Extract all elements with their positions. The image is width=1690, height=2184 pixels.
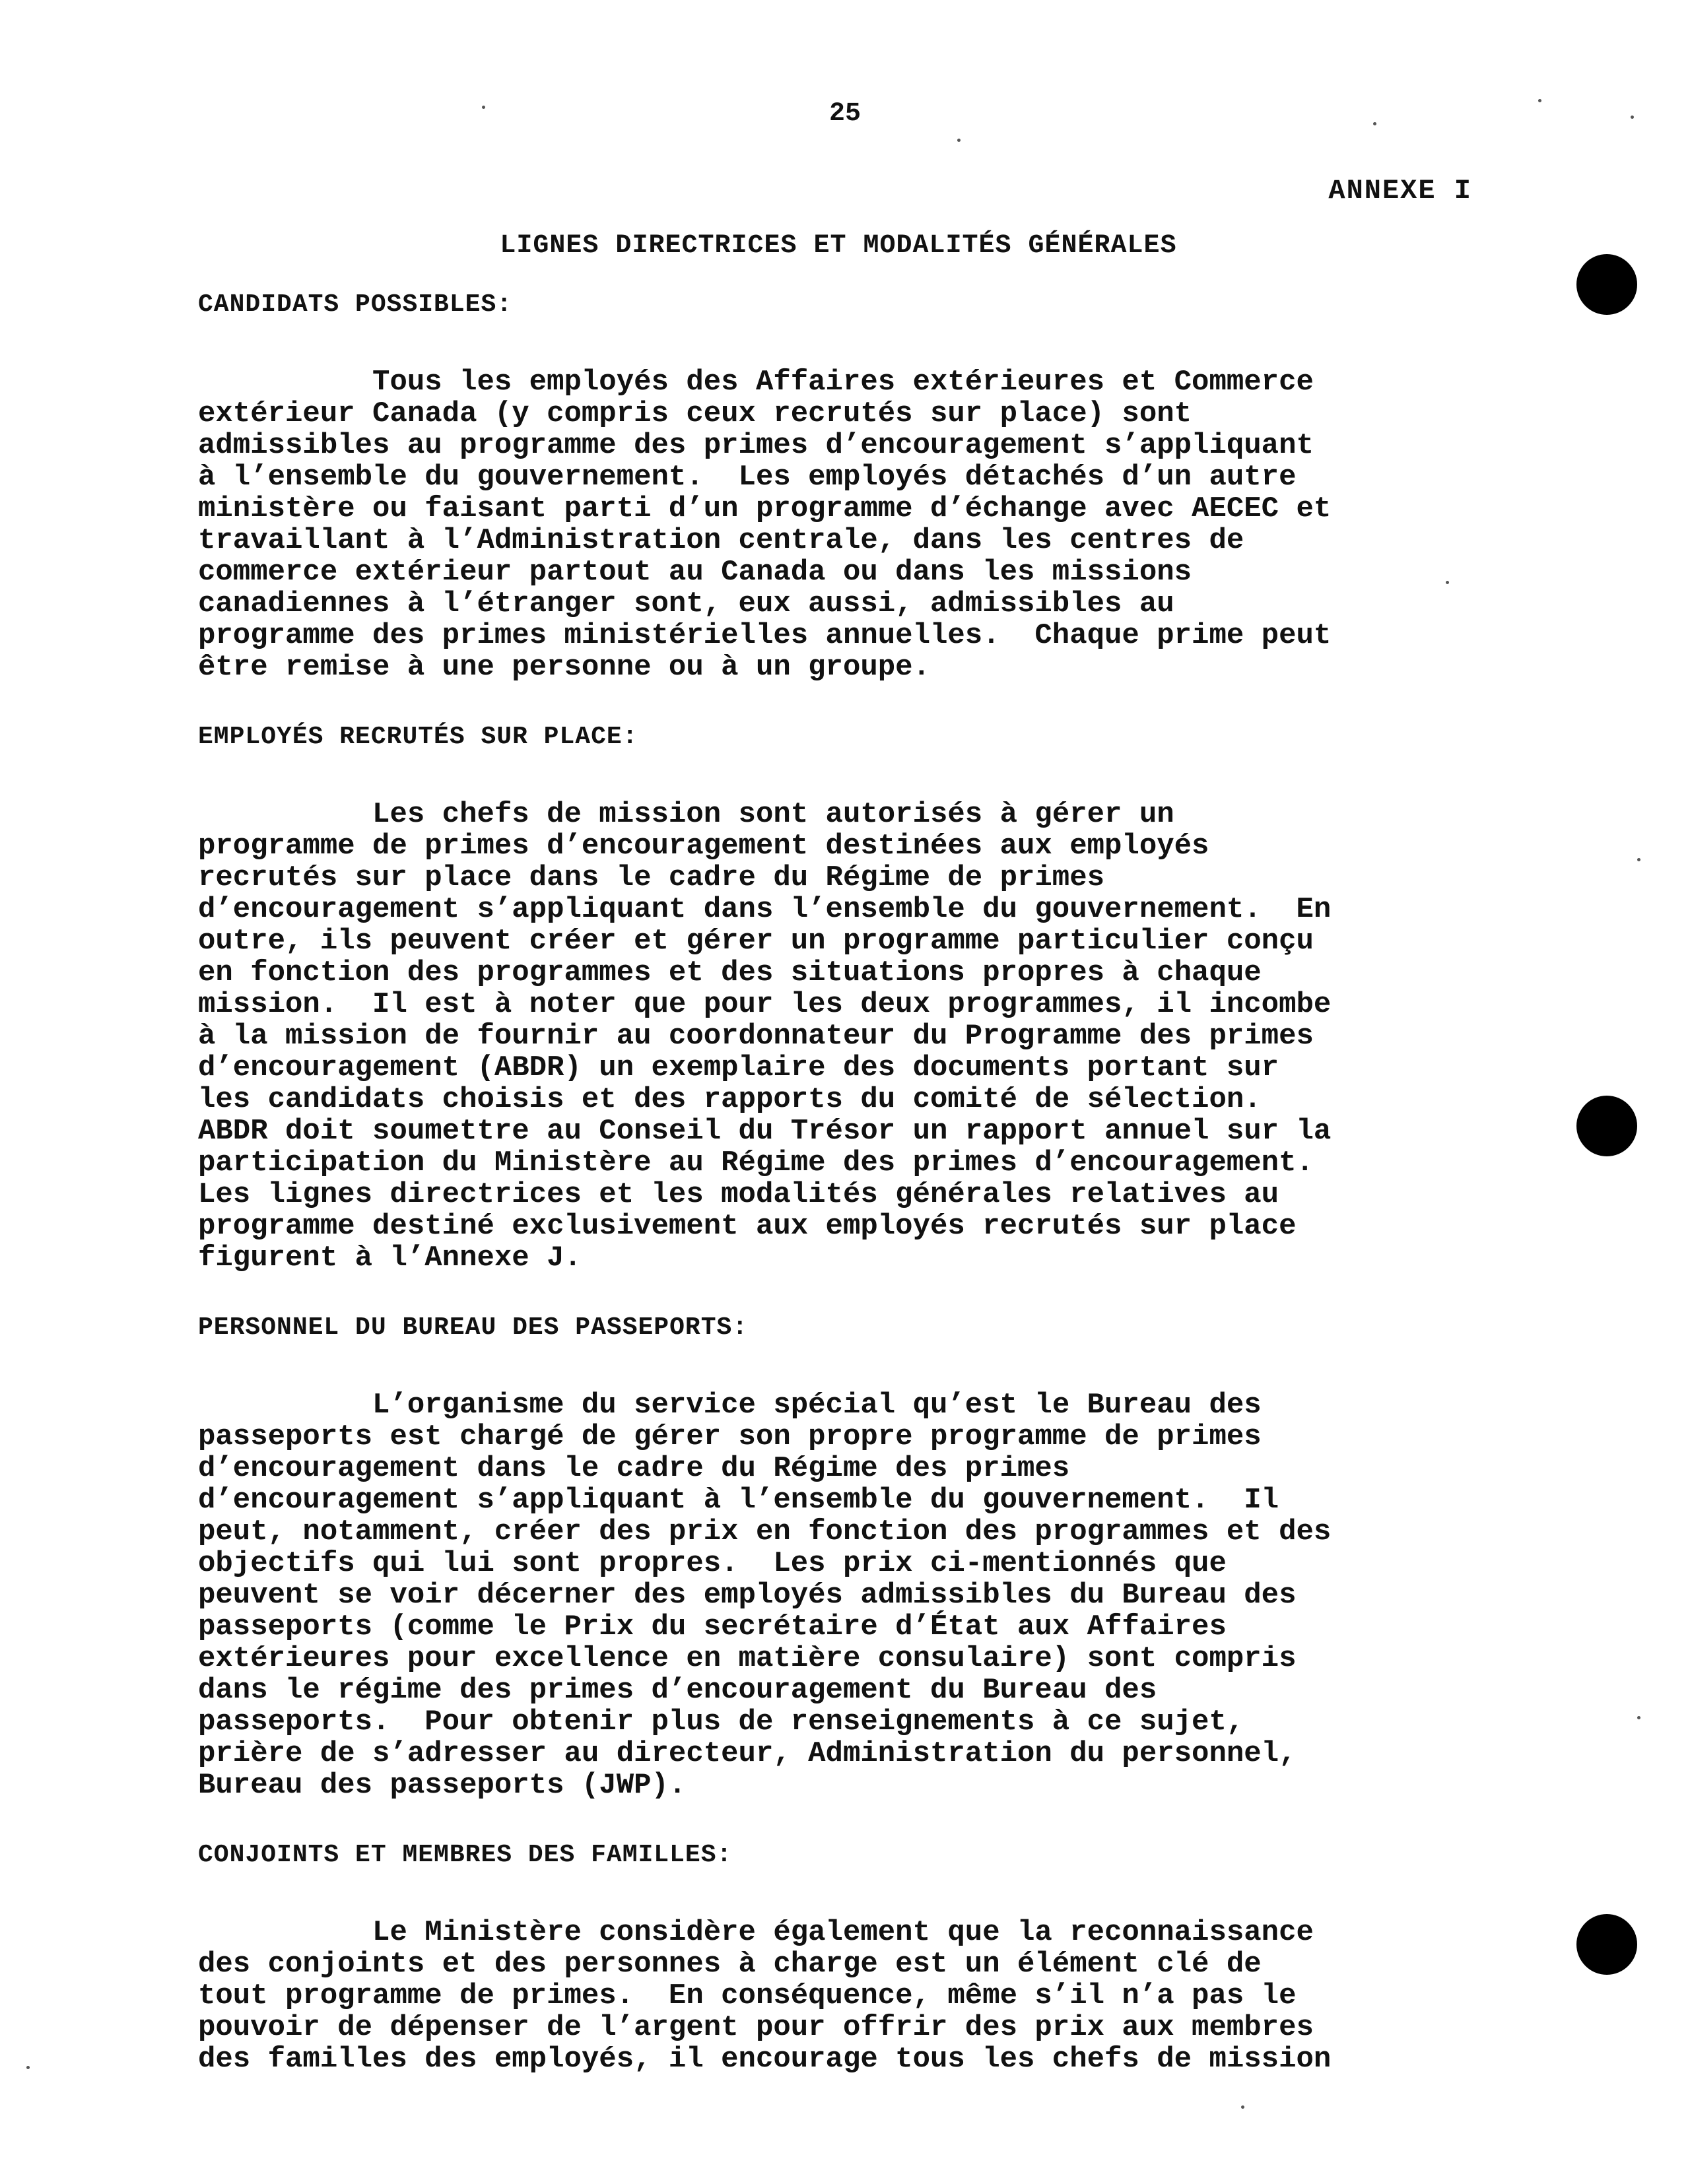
scan-speck xyxy=(1241,2105,1244,2109)
binder-hole-top xyxy=(1576,254,1637,315)
scan-speck xyxy=(26,2066,30,2069)
document-body xyxy=(198,290,1512,2115)
binder-hole-bottom xyxy=(1576,1914,1637,1975)
scan-speck xyxy=(1631,116,1634,119)
paragraph-employes-recrutes: Les chefs de mission sont autorisés à gérer un programme de primes d’encouragement destinées aux employés recrutés sur place dans le cadre du Régime de primes d’encouragement s’appliquant dans l’ensemble du gouvernement. En outre, ils peuvent créer et gérer un programme particulier conçu en fonction des programmes et des situations propres à chaque mission. Il est à noter que pour les deux programmes, il incombe à la mission de fournir au coordonnateur du Programme des primes d’encouragement (ABDR) un exemplaire des documents portant sur les candidats choisis et des rapports du comité de sélection. ABDR doit soumettre au Conseil du Trésor un rapport annuel sur la participation du Ministère au Régime des primes d’encouragement. Les lignes directrices et les modalités générales relatives au programme destiné exclusivement aux employés recrutés sur place figurent à l’Annexe J. xyxy=(198,798,1332,1274)
document-title: LIGNES DIRECTRICES ET MODALITÉS GÉNÉRALES xyxy=(500,231,1177,261)
section-heading-conjoints: CONJOINTS ET MEMBRES DES FAMILLES: xyxy=(198,1841,733,1869)
scan-speck xyxy=(957,139,961,142)
annex-label: ANNEXE I xyxy=(1328,175,1472,207)
section-heading-bureau-passeports: PERSONNEL DU BUREAU DES PASSEPORTS: xyxy=(198,1313,749,1342)
scan-speck xyxy=(1538,99,1541,102)
scan-speck xyxy=(1637,858,1640,861)
scan-speck xyxy=(1637,1716,1640,1719)
page-number: 25 xyxy=(828,99,861,129)
binder-hole-middle xyxy=(1576,1096,1637,1156)
paragraph-candidats: Tous les employés des Affaires extérieures et Commerce extérieur Canada (y compris ceux recrutés sur place) sont admissibles au programme des primes d’encouragement s’appliquant à l’ensemble du gouvernement. Les employés détachés d’un autre ministère ou faisant parti d’un programme d’échange avec AECEC et travaillant à l’Administration centrale, dans les centres de commerce extérieur partout au Canada ou dans les missions canadiennes à l’étranger sont, eux aussi, admissibles au programme des primes ministérielles annuelles. Chaque prime peut être remise à une personne ou à un groupe. xyxy=(198,366,1332,684)
section-heading-employes-recrutes: EMPLOYÉS RECRUTÉS SUR PLACE: xyxy=(198,723,638,751)
section-heading-candidats: CANDIDATS POSSIBLES: xyxy=(198,290,513,319)
scan-speck xyxy=(1373,122,1376,125)
scan-speck xyxy=(482,106,485,109)
paragraph-bureau-passeports: L’organisme du service spécial qu’est le Bureau des passeports est chargé de gérer son propre programme de primes d’encouragement dans le cadre du Régime des primes d’encouragement s’appliquant à l’ensemble du gouvernement. Il peut, notamment, créer des prix en fonction des programmes et des objectifs qui lui sont propres. Les prix ci-mentionnés que peuvent se voir décerner des employés admissibles du Bureau des passeports (comme le Prix du secrétaire d’État aux Affaires extérieures pour excellence en matière consulaire) sont compris dans le régime des primes d’encouragement du Bureau des passeports. Pour obtenir plus de renseignements à ce sujet, prière de s’adresser au directeur, Administration du personnel, Bureau des passeports (JWP). xyxy=(198,1389,1332,1802)
scan-speck xyxy=(1446,581,1449,584)
paragraph-conjoints: Le Ministère considère également que la reconnaissance des conjoints et des personnes à charge est un élément clé de tout programme de primes. En conséquence, même s’il n’a pas le pouvoir de dépenser de l’argent pour offrir des prix aux membres des familles des employés, il encourage tous les chefs de mission xyxy=(198,1916,1332,2076)
